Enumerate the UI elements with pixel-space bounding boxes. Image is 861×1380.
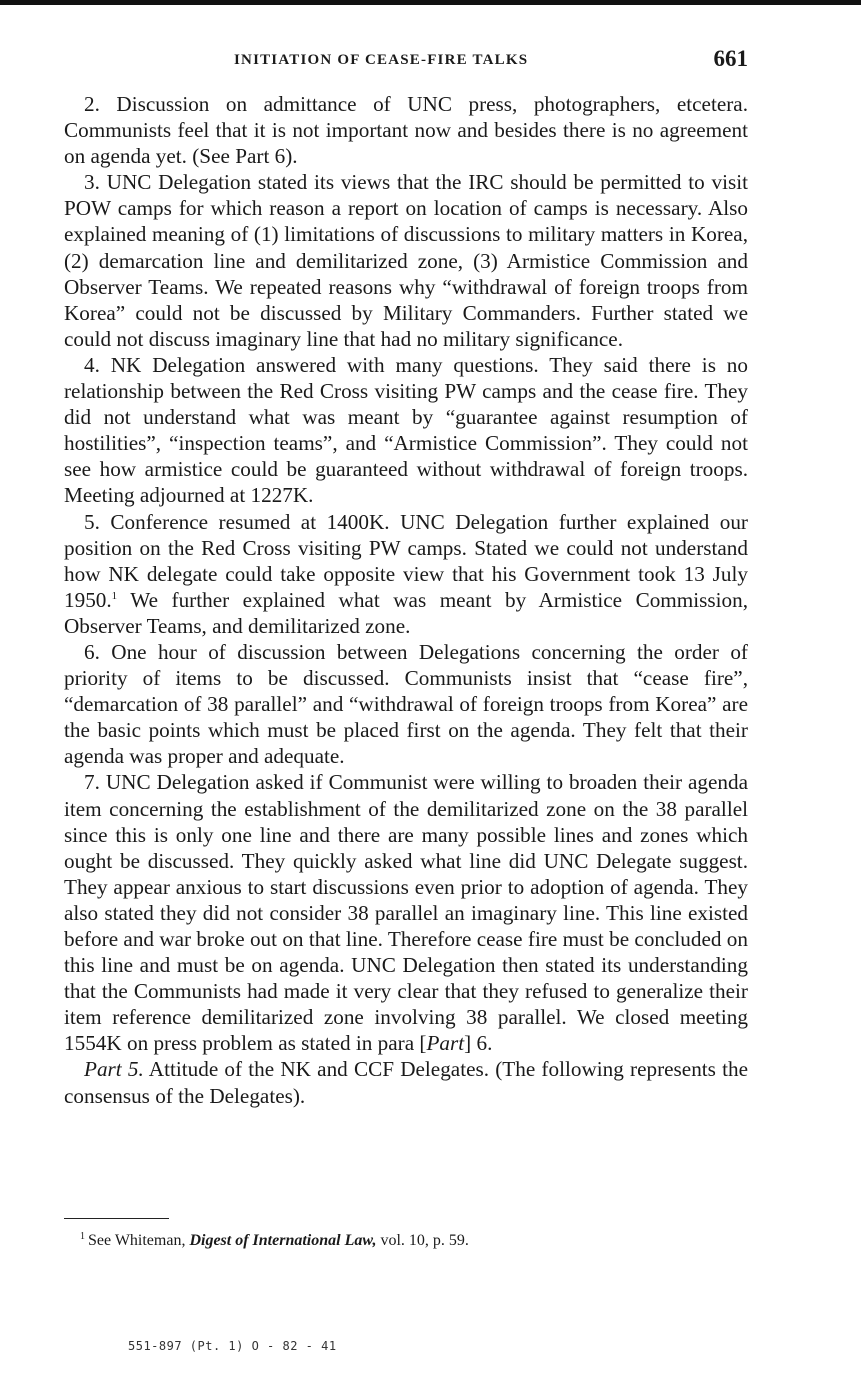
- paragraph-7-end: 6.: [471, 1031, 493, 1056]
- paragraph-7-text: 7. UNC Delegation asked if Communist were willing to broaden their agenda item concerning the establishment of the demilitarized zone on the 38 parallel since this is only one line and there are many possible lines and zones which ought be discussed. They quickly asked what line did UNC Delegate suggest. They appear anxious to start discussions even prior to adoption of agenda. They also stated they did not consider 38 parallel an imaginary line. This line existed before and war broke out on that line. Therefore cease fire must be concluded on this line and must be on agenda. UNC Delegation then stated its understanding that the Communists had made it very clear that they refused to generalize their item reference demilitarized zone involving 38 parallel. We closed meeting 1554K on press problem as stated in para: [64, 770, 748, 1056]
- bracket-open: [: [419, 1031, 427, 1056]
- body-text: [64, 91, 748, 1109]
- paragraph-2: 2. Discussion on admittance of UNC press, photographers, etcetera. Communists feel that it is not important now and besides there is no agreement on agenda yet. (See Part 6).: [64, 92, 748, 169]
- running-head: INITIATION OF CEASE-FIRE TALKS: [234, 52, 529, 68]
- part-reference: Part: [426, 1031, 465, 1056]
- print-code: 551-897 (Pt. 1) O - 82 - 41: [128, 1339, 337, 1353]
- footnote-suffix: vol. 10, p. 59.: [376, 1232, 469, 1249]
- paragraph-4: 4. NK Delegation answered with many questions. They said there is no relationship between the Red Cross visiting PW camps and the cease fire. They did not understand what was meant by “guarantee against resumption of hostilities”, “inspection teams”, and “Armistice Commission”. They could not see how armistice could be guaranteed without withdrawal of foreign troops. Meeting adjourned at 1227K.: [64, 352, 748, 508]
- part-5-text: Attitude of the NK and CCF Delegates. (The following represents the consensus of the Delegates).: [64, 1057, 748, 1108]
- paragraph-5: [64, 509, 748, 639]
- paragraph-7: [64, 769, 748, 1056]
- footnote-rule: [64, 1218, 169, 1219]
- footnote-prefix: See Whiteman,: [88, 1232, 190, 1249]
- footnote-mark: 1: [80, 1231, 85, 1242]
- footnote-title: Digest of International Law,: [189, 1232, 377, 1249]
- paragraph-5-text-a: 5. Conference resumed at 1400K. UNC Delegation further explained our position on the Red Cross visiting PW camps. Stated we could not understand how NK delegate could take opposite view that his Government took 13 July 1950.: [64, 509, 748, 612]
- part-5-label: Part 5.: [84, 1057, 144, 1082]
- page-number: 661: [713, 46, 748, 71]
- footnote-reference: 1: [111, 589, 118, 602]
- part-5-paragraph: [64, 1056, 748, 1108]
- paragraph-3: 3. UNC Delegation stated its views that the IRC should be permitted to visit POW camps for which reason a report on location of camps is necessary. Also explained meaning of (1) limitations of discussions to military matters in Korea, (2) demarcation line and demilitarized zone, (3) Armistice Commission and Observer Teams. We repeated reasons why “withdrawal of foreign troops from Korea” could not be discussed by Military Commanders. Further stated we could not discuss imaginary line that had no military significance.: [64, 170, 748, 351]
- top-border-rule: [0, 0, 861, 5]
- page-header: [64, 48, 748, 76]
- paragraph-6: 6. One hour of discussion between Delegations concerning the order of priority of items to be discussed. Communists insist that “cease fire”, “demarcation of 38 parallel” and “withdrawal of foreign troops from Korea” are the basic points which must be placed first on the agenda. They felt that their agenda was proper and adequate.: [64, 639, 748, 769]
- paragraph-5-text-b: We further explained what was meant by Armistice Commission, Observer Teams, and demilitarized zone.: [64, 587, 748, 638]
- footnote: [80, 1232, 469, 1250]
- bracket-close: ]: [464, 1031, 472, 1056]
